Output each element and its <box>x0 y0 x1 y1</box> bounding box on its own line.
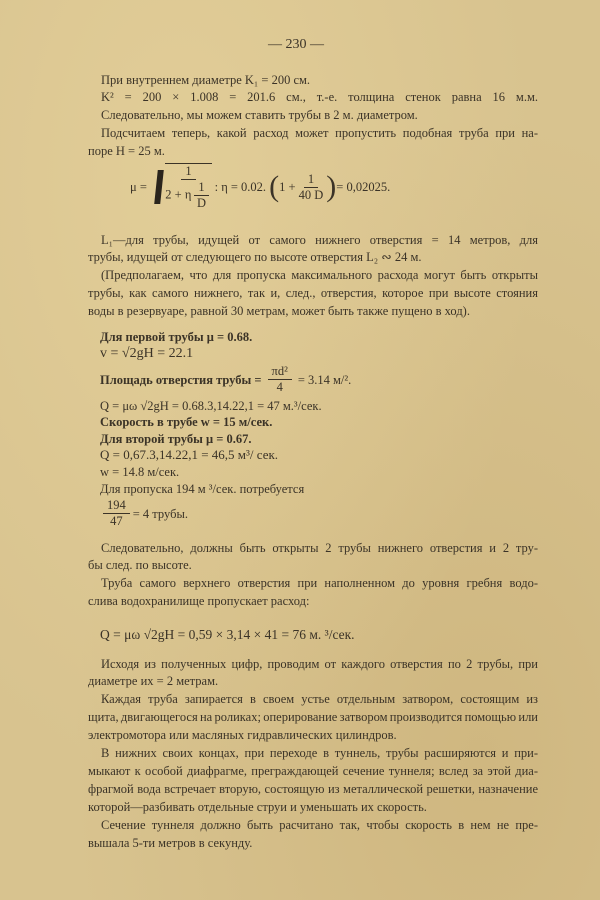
text-line: Каждая труба запирается в своем устье отдельным затвором, состоящим из <box>101 692 538 706</box>
text-line: вышала 5-ти метров в секунду. <box>88 836 253 850</box>
text-line: Исходя из полученных цифр, проводим от каждого отверстия по 2 трубы, при <box>101 657 538 671</box>
text-line: мыкают к особой диафрагме, преграждающей сечение туннеля; вслед за этой диа- <box>88 764 538 778</box>
text-line: трубы, идущей от следующего по высоте отверстия L₂ ∾ 24 м. <box>88 250 422 264</box>
radical-fraction <box>165 163 211 211</box>
paren-fraction <box>299 172 324 203</box>
calc-count <box>100 498 188 529</box>
close-paren: ) <box>326 170 337 203</box>
text-line: Следовательно, должны быть открыты 2 трубы нижнего отверстия и 2 тру- <box>101 541 538 555</box>
den-num: 1 <box>194 180 208 196</box>
area-num: πd² <box>268 364 292 380</box>
paren-num: 1 <box>304 172 318 188</box>
text-line: В нижних своих концах, при переходе в туннель, трубы расширяются и при- <box>101 746 538 760</box>
area-label: Площадь отверстия трубы = <box>100 372 262 387</box>
formula-q-top: Q = μω √2gH = 0,59 × 3,14 × 41 = 76 м. ³/сек. <box>100 627 355 642</box>
eta-value: : η = 0.02. <box>214 180 267 194</box>
text-line: Сечение туннеля должно быть расчитано так, чтобы скорость в нем не пре- <box>101 818 538 832</box>
area-fraction <box>268 364 292 395</box>
text-line: электромотора или масляных гидравлических цилиндров. <box>88 728 397 742</box>
area-den: 4 <box>276 380 283 394</box>
calc-v: v = √2gH = 22.1 <box>100 346 194 361</box>
denominator <box>165 180 211 211</box>
numerator: 1 <box>181 164 195 180</box>
open-paren: ( <box>269 170 280 203</box>
calc-q2: Q = 0,67.3,14.22,1 = 46,5 м³/ сек. <box>100 447 279 462</box>
text-line: поре H = 25 м. <box>88 144 165 158</box>
text-line: бы след. по высоте. <box>88 558 192 572</box>
den-den: D <box>196 196 206 210</box>
count-den: 47 <box>110 514 123 528</box>
count-result: = 4 трубы. <box>132 506 188 521</box>
text-line: Следовательно, мы можем ставить трубы в 2 м. диаметром. <box>101 108 418 122</box>
formula-lhs: μ = <box>130 180 147 194</box>
paren-one: 1 + <box>279 180 296 194</box>
calc-q1: Q = μω √2gH = 0.68.3,14.22,1 = 47 м.³/сек. <box>100 399 322 413</box>
text-line: слива водохранилище пропускает расход: <box>88 594 310 608</box>
text-line: щита, двигающегося на роликах; оперирование затвором производится помощью или <box>88 710 538 724</box>
page-number: — 230 — <box>268 37 324 52</box>
calc-need: Для пропуска 194 м ³/сек. потребуется <box>100 482 305 496</box>
text-line: воды в резервуаре, равной 30 метрам, может быть также пущено в ход). <box>88 304 470 318</box>
count-fraction <box>103 498 130 529</box>
text-line: (Предполагаем, что для пропуска максимального расхода могут быть открыты <box>101 268 538 282</box>
count-num: 194 <box>103 498 130 514</box>
text-line: трубы, как самого нижнего, так и, след., отверстия, которое при высоте стояния <box>88 286 538 300</box>
calc-speed1: Скорость в трубе w = 15 м/сек. <box>100 415 273 429</box>
text-line: K² = 200 × 1.008 = 201.6 см., т.-е. толщина стенок равна 16 м.м. <box>101 90 538 104</box>
calc-first: Для первой трубы μ = 0.68. <box>100 330 253 344</box>
text-line: L₁—для трубы, идущей от самого нижнего отверстия = 14 метров, для <box>101 233 538 247</box>
calc-second: Для второй трубы μ = 0.67. <box>100 432 252 446</box>
text-line: Труба самого верхнего отверстия при наполненном до уровня гребня водо- <box>101 576 538 590</box>
calc-w2: w = 14.8 м/сек. <box>100 465 180 479</box>
text-line: фрагмой вода встречает вторую, состоящую из металлической решетки, назначение <box>88 782 538 796</box>
den-a: 2 + η <box>165 187 192 202</box>
formula-mu <box>130 163 390 211</box>
formula-result: = 0,02025. <box>336 180 391 194</box>
inner-fraction <box>194 180 208 211</box>
area-result: = 3.14 м/². <box>297 372 352 387</box>
calc-area <box>100 364 351 395</box>
text-line: диаметре их = 2 метрам. <box>88 674 219 688</box>
paren-den: 40 D <box>298 187 324 202</box>
text-line: которой—разбивать отдельные струи и уменьшать их скорость. <box>88 800 427 814</box>
radical-sign <box>154 170 164 204</box>
text-line: При внутреннем диаметре K₁ = 200 см. <box>101 73 311 87</box>
text-line: Подсчитаем теперь, какой расход может пропустить подобная труба при на- <box>101 126 538 140</box>
